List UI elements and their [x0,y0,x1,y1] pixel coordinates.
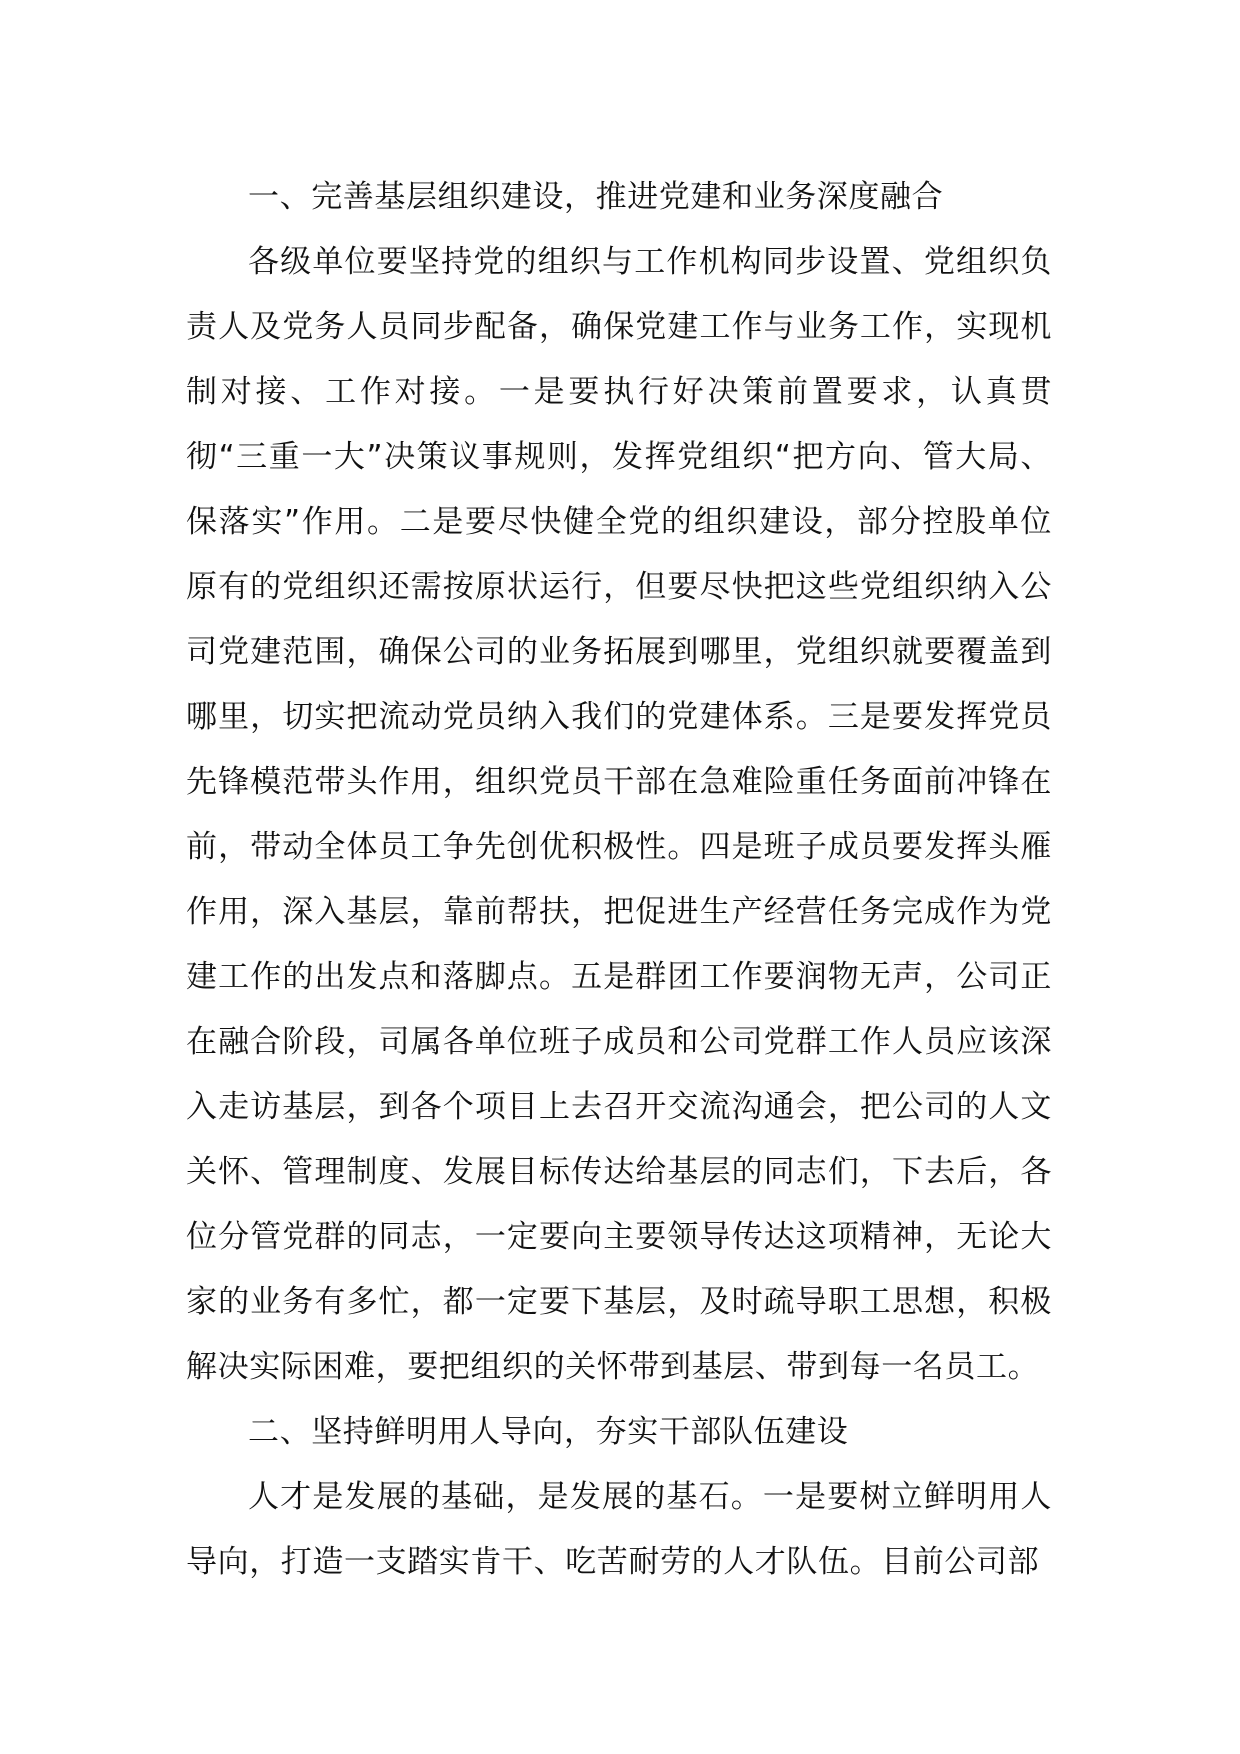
section-2-body: 人才是发展的基础，是发展的基石。一是要树立鲜明用人导向，打造一支踏实肯干、吃苦耐劳的人才队伍。目前公司部 [186,1479,1052,1580]
section-1-heading: 一、完善基层组织建设，推进党建和业务深度融合 [248,179,944,215]
section-1-body: 各级单位要坚持党的组织与工作机构同步设置、党组织负责人及党务人员同步配备，确保党建工作与业务工作，实现机制对接、工作对接。一是要执行好决策前置要求，认真贯彻“三重一大”决策议事规则，发挥党组织“把方向、管大局、保落实”作用。二是要尽快健全党的组织建设，部分控股单位原有的党组织还需按原状运行，但要尽快把这些党组织纳入公司党建范围，确保公司的业务拓展到哪里，党组织就要覆盖到哪里，切实把流动党员纳入我们的党建体系。三是要发挥党员先锋模范带头作用，组织党员干部在急难险重任务面前冲锋在前，带动全体员工争先创优积极性。四是班子成员要发挥头雁作用，深入基层，靠前帮扶，把促进生产经营任务完成作为党建工作的出发点和落脚点。五是群团工作要润物无声，公司正在融合阶段，司属各单位班子成员和公司党群工作人员应该深入走访基层，到各个项目上去召开交流沟通会，把公司的人文关怀、管理制度、发展目标传达给基层的同志们，下去后，各位分管党群的同志，一定要向主要领导传达这项精神，无论大家的业务有多忙，都一定要下基层，及时疏导职工思想，积极解决实际困难，要把组织的关怀带到基层、带到每一名员工。 [186,244,1052,1385]
section-2-heading: 二、坚持鲜明用人导向，夯实干部队伍建设 [248,1414,849,1450]
document-page [186,165,1052,1595]
